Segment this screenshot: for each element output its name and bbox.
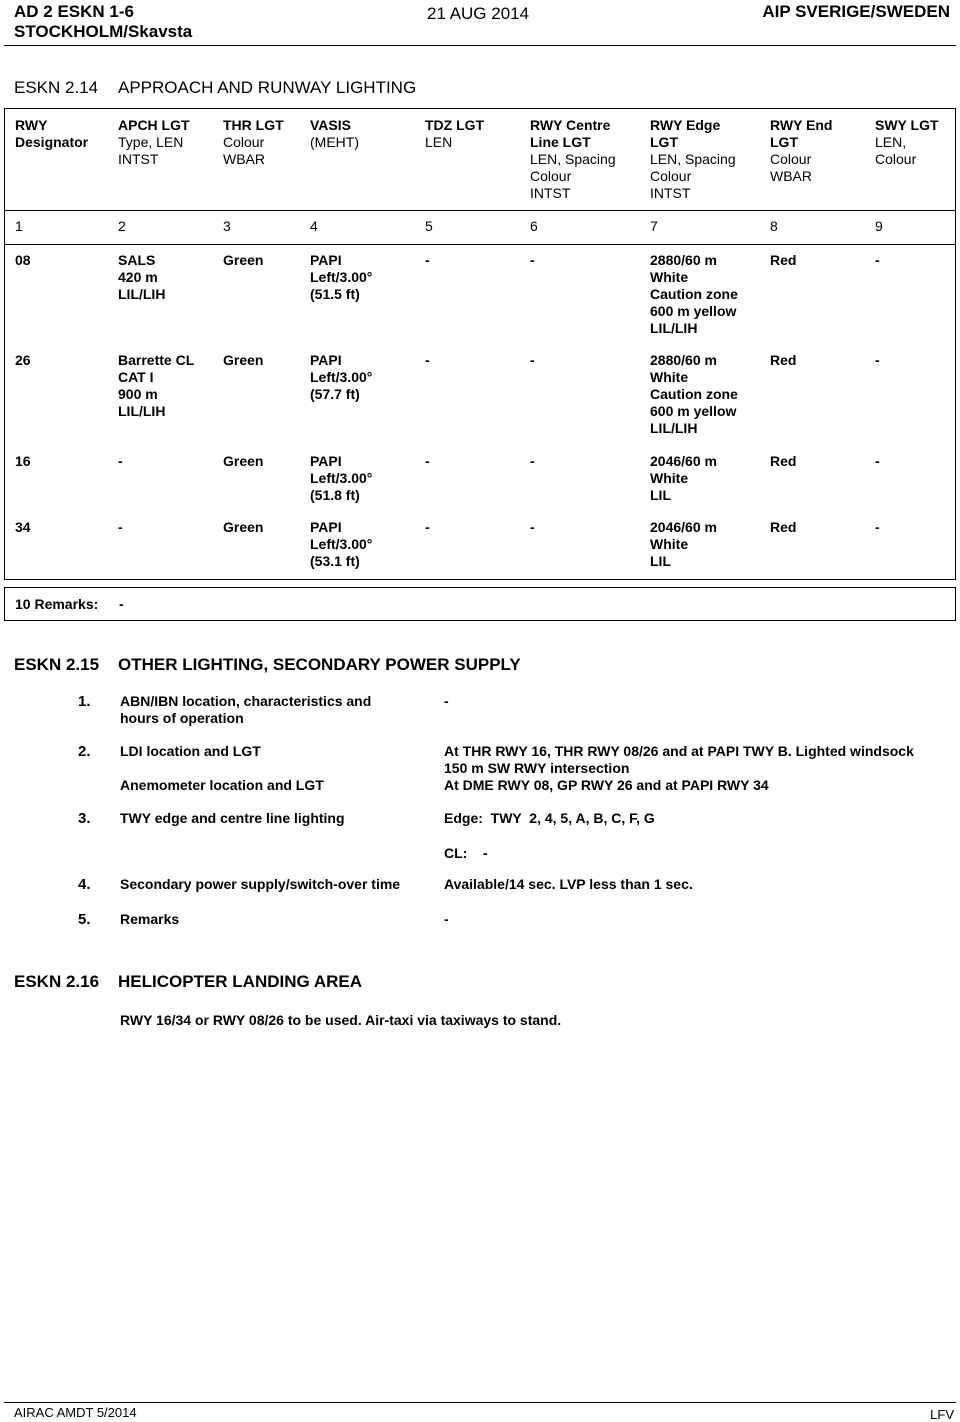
table-cell: Red bbox=[770, 519, 797, 535]
item-label: ABN/IBN location, characteristics and hours of operation bbox=[120, 693, 372, 726]
column-number: 9 bbox=[875, 218, 883, 234]
column-header bbox=[223, 117, 284, 168]
item-value: At THR RWY 16, THR RWY 08/26 and at PAPI TWY B. Lighted windsock 150 m SW RWY intersection bbox=[444, 743, 914, 776]
table-cell: - bbox=[875, 519, 880, 535]
item-value: At DME RWY 08, GP RWY 26 and at PAPI RWY 34 bbox=[444, 777, 769, 793]
table-cell: 2046/60 m White LIL bbox=[650, 519, 717, 569]
column-header bbox=[118, 117, 190, 168]
remarks-label: 10 Remarks: bbox=[15, 596, 99, 612]
column-header-subtitle: LEN bbox=[425, 134, 453, 150]
column-header-title: APCH LGT bbox=[118, 117, 190, 133]
column-header-title: VASIS bbox=[310, 117, 351, 133]
table-cell: 08 bbox=[15, 252, 31, 268]
table-cell: - bbox=[530, 453, 535, 469]
remarks-value: - bbox=[119, 596, 124, 612]
table-cell: 16 bbox=[15, 453, 31, 469]
section-heading: APPROACH AND RUNWAY LIGHTING bbox=[118, 78, 417, 97]
item-label: Remarks bbox=[120, 911, 180, 927]
table-cell: PAPI Left/3.00° (57.7 ft) bbox=[310, 352, 373, 402]
column-number: 4 bbox=[310, 218, 318, 234]
remarks-box bbox=[4, 587, 956, 621]
column-header bbox=[425, 117, 484, 151]
column-header bbox=[310, 117, 359, 151]
column-header-title: THR LGT bbox=[223, 117, 284, 133]
header-rule bbox=[4, 45, 956, 46]
item-label: TWY edge and centre line lighting bbox=[120, 810, 345, 826]
column-header-title: RWY Designator bbox=[15, 117, 89, 150]
table-cell: - bbox=[118, 453, 123, 469]
column-number: 3 bbox=[223, 218, 231, 234]
item-label: Secondary power supply/switch-over time bbox=[120, 876, 401, 892]
table-cell: PAPI Left/3.00° (53.1 ft) bbox=[310, 519, 373, 569]
item-value: CL: - bbox=[444, 845, 488, 861]
column-header bbox=[650, 117, 736, 202]
table-cell: - bbox=[425, 519, 430, 535]
column-header-subtitle: Colour WBAR bbox=[223, 134, 265, 167]
column-number: 2 bbox=[118, 218, 126, 234]
column-header-title: RWY End LGT bbox=[770, 117, 833, 150]
section-2-16-title bbox=[14, 972, 362, 992]
table-cell: PAPI Left/3.00° (51.5 ft) bbox=[310, 252, 373, 302]
table-cell: - bbox=[425, 252, 430, 268]
item-value: Available/14 sec. LVP less than 1 sec. bbox=[444, 876, 693, 892]
table-cell: - bbox=[530, 519, 535, 535]
section-number: ESKN 2.15 bbox=[14, 655, 100, 674]
table-cell: PAPI Left/3.00° (51.8 ft) bbox=[310, 453, 373, 503]
header-date: 21 AUG 2014 bbox=[427, 4, 530, 23]
item-number: 2. bbox=[78, 743, 91, 760]
column-header-title: SWY LGT bbox=[875, 117, 939, 133]
header-doc-id: AD 2 ESKN 1-6 bbox=[14, 2, 134, 21]
footer-rule bbox=[4, 1402, 956, 1403]
table-divider bbox=[5, 244, 955, 245]
table-cell: 2880/60 m White Caution zone 600 m yellow LIL/LIH bbox=[650, 252, 738, 336]
column-header bbox=[770, 117, 833, 185]
item-number: 3. bbox=[78, 810, 91, 827]
header-publisher: AIP SVERIGE/SWEDEN bbox=[762, 2, 950, 21]
column-header bbox=[15, 117, 88, 151]
column-number: 8 bbox=[770, 218, 778, 234]
column-header-subtitle: (MEHT) bbox=[310, 134, 359, 150]
section-2-15-title bbox=[14, 655, 521, 675]
table-cell: 2046/60 m White LIL bbox=[650, 453, 717, 503]
column-header-subtitle: LEN, Spacing Colour INTST bbox=[650, 151, 736, 201]
table-cell: Green bbox=[223, 519, 264, 535]
table-cell: - bbox=[530, 252, 535, 268]
section-heading: HELICOPTER LANDING AREA bbox=[118, 972, 362, 991]
header-aerodrome: STOCKHOLM/Skavsta bbox=[14, 22, 193, 41]
table-cell: - bbox=[875, 453, 880, 469]
helicopter-text: RWY 16/34 or RWY 08/26 to be used. Air-taxi via taxiways to stand. bbox=[120, 1012, 562, 1028]
column-number: 6 bbox=[530, 218, 538, 234]
column-header bbox=[875, 117, 939, 168]
table-cell: Red bbox=[770, 453, 797, 469]
column-header-subtitle: LEN, Spacing Colour INTST bbox=[530, 151, 616, 201]
table-cell: Red bbox=[770, 252, 797, 268]
column-header-subtitle: Type, LEN INTST bbox=[118, 134, 184, 167]
table-cell: Green bbox=[223, 352, 264, 368]
table-cell: - bbox=[530, 352, 535, 368]
section-heading: OTHER LIGHTING, SECONDARY POWER SUPPLY bbox=[118, 655, 521, 674]
column-header-title: RWY Centre Line LGT bbox=[530, 117, 611, 150]
column-header-title: TDZ LGT bbox=[425, 117, 485, 133]
table-cell: Green bbox=[223, 453, 264, 469]
table-divider bbox=[5, 210, 955, 211]
item-value: - bbox=[444, 911, 449, 927]
column-number: 5 bbox=[425, 218, 433, 234]
section-number: ESKN 2.16 bbox=[14, 972, 100, 991]
item-number: 1. bbox=[78, 693, 91, 710]
table-cell: 26 bbox=[15, 352, 31, 368]
column-number: 7 bbox=[650, 218, 658, 234]
column-header-subtitle: LEN, Colour bbox=[875, 134, 917, 167]
item-label: LDI location and LGT bbox=[120, 743, 261, 759]
item-label: Anemometer location and LGT bbox=[120, 777, 324, 793]
table-cell: - bbox=[425, 352, 430, 368]
table-cell: - bbox=[875, 252, 880, 268]
table-cell: Green bbox=[223, 252, 264, 268]
runway-lighting-table bbox=[4, 108, 956, 580]
table-cell: - bbox=[425, 453, 430, 469]
table-cell: - bbox=[875, 352, 880, 368]
column-number: 1 bbox=[15, 218, 23, 234]
item-value: - bbox=[444, 693, 449, 709]
column-header bbox=[530, 117, 616, 202]
table-cell: Barrette CL CAT I 900 m LIL/LIH bbox=[118, 352, 195, 419]
table-cell: Red bbox=[770, 352, 797, 368]
column-header-subtitle: Colour WBAR bbox=[770, 151, 812, 184]
footer-publisher: LFV bbox=[930, 1407, 954, 1422]
footer-amendment: AIRAC AMDT 5/2014 bbox=[14, 1405, 137, 1420]
section-2-14-title bbox=[14, 78, 416, 98]
item-value: Edge: TWY 2, 4, 5, A, B, C, F, G bbox=[444, 810, 655, 826]
column-header-title: RWY Edge LGT bbox=[650, 117, 721, 150]
table-cell: - bbox=[118, 519, 123, 535]
item-number: 5. bbox=[78, 911, 91, 928]
table-cell: SALS 420 m LIL/LIH bbox=[118, 252, 166, 302]
item-number: 4. bbox=[78, 876, 91, 893]
section-number: ESKN 2.14 bbox=[14, 78, 99, 97]
table-cell: 34 bbox=[15, 519, 31, 535]
table-cell: 2880/60 m White Caution zone 600 m yellow LIL/LIH bbox=[650, 352, 738, 436]
